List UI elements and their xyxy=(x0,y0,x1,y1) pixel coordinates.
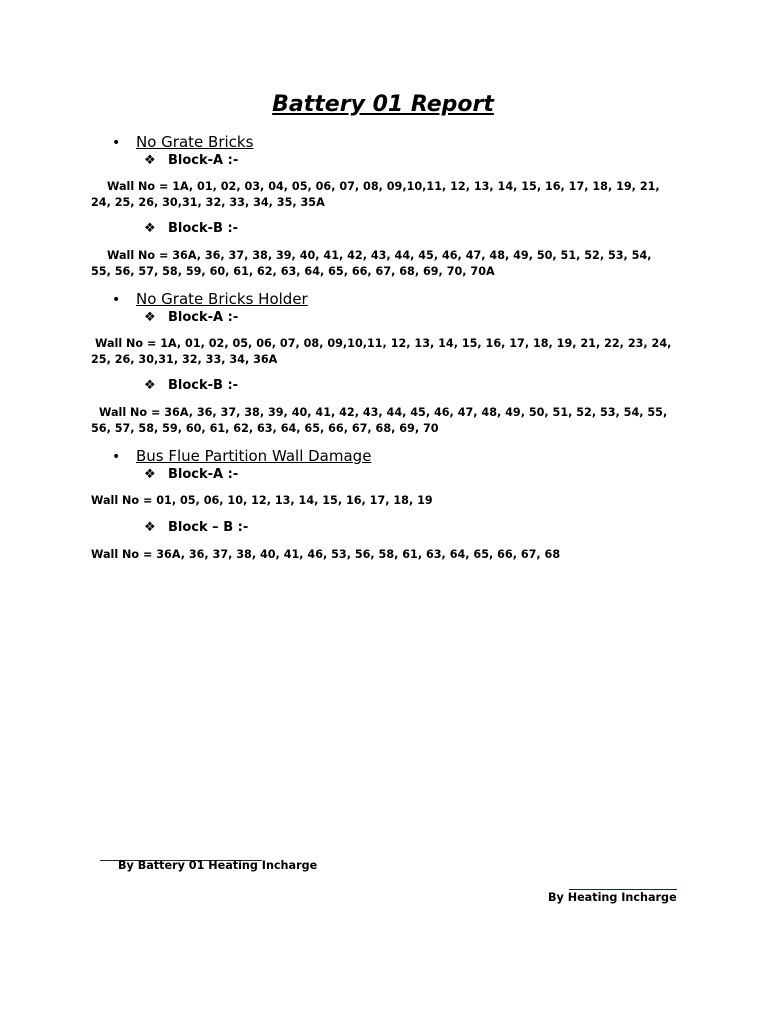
block-label: Block-A :- xyxy=(168,467,239,482)
block-label: Block – B :- xyxy=(168,520,249,535)
wall-list xyxy=(91,547,691,563)
wall-list xyxy=(91,493,691,509)
section-bus-flue-partition-wall-damage xyxy=(112,446,371,467)
wall-list-line: Wall No = 1A, 01, 02, 05, 06, 07, 08, 09,10,11, 12, 13, 14, 15, 16, 17, 18, 19, 21, 22, 23, 24, xyxy=(95,337,672,350)
wall-list xyxy=(91,336,691,368)
block-label-a xyxy=(144,152,238,170)
wall-list-line: Wall No = 36A, 36, 37, 38, 39, 40, 41, 42, 43, 44, 45, 46, 47, 48, 49, 50, 51, 52, 53, 54, 55, xyxy=(99,406,668,419)
section-heading: No Grate Bricks xyxy=(136,133,254,151)
wall-list-line: 25, 26, 30,31, 32, 33, 34, 36A xyxy=(91,353,278,366)
block-label-b xyxy=(144,519,248,537)
wall-list xyxy=(91,405,691,437)
diamond-bullet-icon: ❖ xyxy=(144,310,156,325)
block-label: Block-B :- xyxy=(168,221,239,236)
block-label-b xyxy=(144,377,238,395)
wall-list-line: Wall No = 01, 05, 06, 10, 12, 13, 14, 15, 16, 17, 18, 19 xyxy=(91,494,433,507)
wall-list-line: Wall No = 1A, 01, 02, 03, 04, 05, 06, 07, 08, 09,10,11, 12, 13, 14, 15, 16, 17, 18, 19, 21, xyxy=(107,180,660,193)
bullet-icon: • xyxy=(112,292,121,308)
section-heading: No Grate Bricks Holder xyxy=(136,290,308,308)
wall-list-line: Wall No = 36A, 36, 37, 38, 39, 40, 41, 42, 43, 44, 45, 46, 47, 48, 49, 50, 51, 52, 53, 54, xyxy=(107,249,652,262)
wall-list xyxy=(91,179,691,211)
section-no-grate-bricks-holder xyxy=(112,289,308,310)
diamond-bullet-icon: ❖ xyxy=(144,378,156,393)
signature-right: By Heating Incharge xyxy=(548,891,677,904)
wall-list-line: 55, 56, 57, 58, 59, 60, 61, 62, 63, 64, 65, 66, 67, 68, 69, 70, 70A xyxy=(91,265,495,278)
block-label-a xyxy=(144,466,238,484)
signature-left: By Battery 01 Heating Incharge xyxy=(118,859,318,872)
wall-list-line: Wall No = 36A, 36, 37, 38, 40, 41, 46, 53, 56, 58, 61, 63, 64, 65, 66, 67, 68 xyxy=(91,548,561,561)
block-label: Block-A :- xyxy=(168,310,239,325)
block-label-b xyxy=(144,220,238,238)
wall-list-line: 24, 25, 26, 30,31, 32, 33, 34, 35, 35A xyxy=(91,196,325,209)
bullet-icon: • xyxy=(112,135,121,151)
diamond-bullet-icon: ❖ xyxy=(144,467,156,482)
wall-list xyxy=(91,248,691,280)
bullet-icon: • xyxy=(112,449,121,465)
diamond-bullet-icon: ❖ xyxy=(144,153,156,168)
wall-list-line: 56, 57, 58, 59, 60, 61, 62, 63, 64, 65, 66, 67, 68, 69, 70 xyxy=(91,422,439,435)
section-heading: Bus Flue Partition Wall Damage xyxy=(136,447,372,465)
section-no-grate-bricks xyxy=(112,132,253,153)
diamond-bullet-icon: ❖ xyxy=(144,221,156,236)
block-label: Block-A :- xyxy=(168,153,239,168)
page-title: Battery 01 Report xyxy=(272,92,494,117)
block-label-a xyxy=(144,309,238,327)
diamond-bullet-icon: ❖ xyxy=(144,520,156,535)
block-label: Block-B :- xyxy=(168,378,239,393)
